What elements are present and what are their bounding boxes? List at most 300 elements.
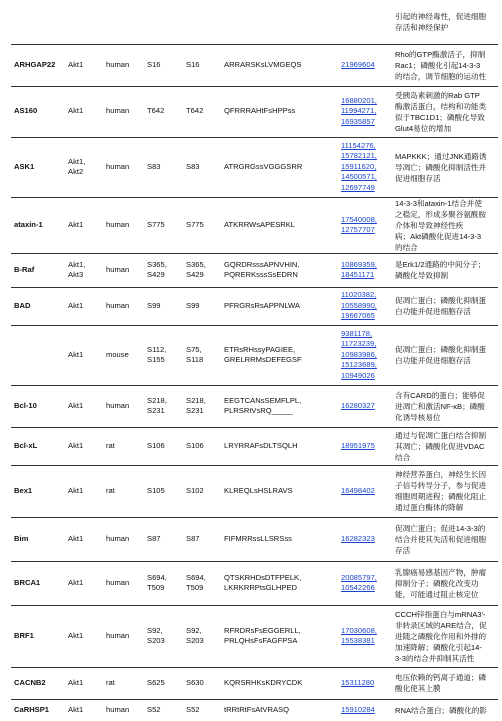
- sequence-cell-line: PLRSRtVsRQ_____: [224, 406, 293, 415]
- sequence-cell-line: GRELRRMsDEFEGSF: [224, 355, 302, 364]
- function-cell-line: RNA结合蛋白；磷酸化的影: [395, 705, 487, 715]
- pubmed-cell-line[interactable]: 15538381: [341, 636, 375, 645]
- kinase-cell: [65, 427, 103, 465]
- kinase-cell-line: Akt1: [68, 705, 84, 715]
- site-cell: [144, 465, 183, 517]
- pubmed-cell-line[interactable]: 18951975: [341, 440, 375, 450]
- function-cell: [392, 605, 498, 667]
- sequence-cell: [221, 427, 338, 465]
- sequence-cell-line: KQRSRHKsKDRYCDK: [224, 677, 303, 687]
- kinase-cell-line: Akt1: [68, 485, 84, 495]
- sequence-cell: [221, 667, 338, 699]
- sequence-cell-line: KLREQLsHSLRAVS: [224, 485, 293, 495]
- ortholog-site-cell-line: S118: [186, 355, 204, 364]
- ortholog-site-cell-line: S775: [186, 219, 204, 229]
- gene-cell: ataxin-1: [11, 197, 65, 253]
- pubmed-cell: [338, 197, 392, 253]
- function-cell-line: 非转录区域的ARE结合，促: [395, 620, 487, 630]
- sequence-cell-line: QTSKRHDsDTFPELK,: [224, 572, 302, 582]
- site-cell: [144, 325, 183, 385]
- site-cell-line: T642: [147, 106, 165, 116]
- pubmed-cell-line[interactable]: 10542266: [341, 583, 375, 592]
- function-cell-line: 抑制分子；磷酸化改变功: [395, 578, 479, 588]
- function-cell: [392, 667, 498, 699]
- table-row: [11, 325, 498, 385]
- kinase-cell-line: Akt1: [68, 400, 84, 410]
- pubmed-cell-line[interactable]: 11154276,: [341, 140, 376, 150]
- table-row: [11, 86, 498, 137]
- pubmed-cell-line[interactable]: 11994271,: [341, 106, 377, 116]
- sequence-cell: [221, 561, 338, 605]
- species-cell: human: [103, 385, 144, 427]
- function-cell-line: 促凋亡蛋白；磷酸化抑制蛋: [395, 296, 487, 305]
- table-body: [11, 0, 498, 721]
- function-cell-line: 结合: [395, 452, 411, 462]
- site-cell-line: S52: [147, 705, 161, 715]
- function-cell-line: Rac1；磷酸化引起14-3-3: [395, 60, 481, 70]
- sequence-cell: [221, 699, 338, 721]
- site-cell: [144, 561, 183, 605]
- kinase-cell: [65, 667, 103, 699]
- site-cell: [144, 0, 183, 44]
- function-cell-line: 存活和神经保护: [395, 22, 449, 32]
- function-cell-line: 酶激活蛋白，结构和功能类: [395, 101, 487, 111]
- gene-cell: CaRHSP1: [14, 705, 50, 715]
- ortholog-site-cell-line: S99: [186, 300, 200, 310]
- sequence-cell-line: tRRtRtFsAtVRASQ: [224, 705, 289, 715]
- pubmed-cell-line[interactable]: 15123689,: [341, 360, 377, 370]
- site-cell-line: S99: [147, 300, 161, 310]
- function-cell-line: 磷酸化导致抑制: [395, 271, 449, 280]
- site-cell-line: T509: [147, 583, 165, 592]
- sequence-cell: [221, 44, 338, 86]
- site-cell: [144, 287, 183, 325]
- sequence-cell-line: GQRDRsssAPNVHIN,: [224, 259, 300, 269]
- sequence-cell-line: ATRGRGssVGGGSRR: [224, 161, 303, 171]
- pubmed-cell-line[interactable]: 11723239,: [341, 339, 377, 349]
- ortholog-site-cell: [183, 605, 221, 667]
- site-cell-line: S429: [147, 270, 165, 279]
- sequence-cell: [221, 325, 338, 385]
- function-cell-line: Glut4易位的增加: [395, 123, 452, 133]
- kinase-cell-line: Akt1: [68, 677, 84, 687]
- kinase-cell-line: Akt1: [68, 349, 84, 359]
- species-cell: rat: [103, 465, 144, 517]
- pubmed-cell-line[interactable]: 11020382,: [341, 290, 377, 300]
- pubmed-cell-line[interactable]: 21969604: [341, 59, 375, 69]
- sequence-cell: [221, 385, 338, 427]
- site-cell-line: S155: [147, 355, 165, 364]
- species-cell: human: [106, 705, 130, 715]
- site-cell: [144, 137, 183, 197]
- ortholog-site-cell: [183, 0, 221, 44]
- function-cell: [392, 465, 498, 517]
- kinase-cell-line: Akt1: [68, 59, 84, 69]
- table-row: [11, 605, 498, 667]
- kinase-cell-line: Akt1: [68, 300, 84, 310]
- site-cell: [144, 517, 183, 561]
- site-cell: [144, 385, 183, 427]
- gene-cell: [11, 325, 65, 385]
- kinase-cell: [65, 0, 103, 44]
- pubmed-cell-line[interactable]: 16880201,: [341, 95, 377, 105]
- kinase-cell-line: Akt1: [68, 630, 84, 640]
- function-cell: [392, 699, 498, 721]
- function-cell-line: 的结合，调节细胞的运动性: [395, 71, 487, 81]
- site-cell-line: S625: [147, 677, 165, 687]
- kinase-cell: [65, 385, 103, 427]
- function-cell-line: 白功能并促进细胞存活: [395, 307, 471, 316]
- function-cell-line: 酸化使其上膜: [395, 684, 441, 693]
- kinase-cell: [65, 137, 103, 197]
- site-cell-line: S203: [147, 636, 165, 645]
- table-row: [11, 137, 498, 197]
- function-cell: [392, 197, 498, 253]
- ortholog-site-cell-line: S365,: [186, 259, 206, 269]
- function-cell-line: 通过蛋白酶体的降解: [395, 503, 464, 512]
- function-cell-line: CCCH锌指蛋白与mRNA3'-: [395, 609, 486, 619]
- ortholog-site-cell-line: S52: [186, 705, 200, 715]
- site-cell: [144, 427, 183, 465]
- species-cell: human: [103, 197, 144, 253]
- sequence-cell-line: EEGTCANsSEMFLPL,: [224, 395, 302, 405]
- ortholog-site-cell-line: S87: [186, 533, 200, 543]
- table-row: [11, 385, 498, 427]
- site-cell-line: S112,: [147, 344, 167, 354]
- table-row: [11, 517, 498, 561]
- ortholog-site-cell: [183, 667, 221, 699]
- pubmed-cell: [338, 0, 392, 44]
- site-cell: [144, 86, 183, 137]
- pubmed-cell-line[interactable]: 15910284: [341, 705, 375, 715]
- ortholog-site-cell: [183, 86, 221, 137]
- function-cell: [392, 427, 498, 465]
- function-cell-line: 之稳定，形成多聚谷氨酰胺: [395, 209, 487, 219]
- sequence-cell-line: ARRARSKsLVMGEQS: [224, 59, 302, 69]
- site-cell: [144, 699, 183, 721]
- site-cell-line: S231: [147, 406, 165, 415]
- site-cell-line: S92,: [147, 625, 163, 635]
- kinase-cell: [65, 44, 103, 86]
- pubmed-cell-line[interactable]: 17540008,: [341, 214, 377, 224]
- ortholog-site-cell: [183, 699, 221, 721]
- ortholog-site-cell-line: S83: [186, 161, 200, 171]
- gene-cell: CACNB2: [11, 667, 65, 699]
- kinase-cell: [65, 197, 103, 253]
- gene-cell: BRCA1: [11, 561, 65, 605]
- function-cell-line: 促进细胞存活: [395, 173, 441, 183]
- ortholog-site-cell: [183, 517, 221, 561]
- ortholog-site-cell: [183, 197, 221, 253]
- gene-cell: ASK1: [11, 137, 65, 197]
- sequence-cell: [221, 0, 338, 44]
- pubmed-cell: [338, 465, 392, 517]
- gene-cell: BRF1: [11, 605, 65, 667]
- table-row: [11, 287, 498, 325]
- ortholog-site-cell-line: S16: [186, 59, 200, 69]
- ortholog-site-cell-line: T509: [186, 583, 204, 592]
- function-cell: [392, 137, 498, 197]
- function-cell-line: 存活: [395, 545, 411, 555]
- pubmed-cell-line[interactable]: 15911620,: [341, 161, 377, 171]
- ortholog-site-cell: [183, 385, 221, 427]
- sequence-cell-line: RFRDRsFsEGGERLL,: [224, 625, 301, 635]
- function-cell-line: 14-3-3和ataxin-1结合并使: [395, 198, 482, 208]
- kinase-cell: [65, 287, 103, 325]
- sequence-cell-line: LKRKRRPtsGLHPED: [224, 583, 298, 592]
- sequence-cell-line: ATKRRWsAPESRKL: [224, 219, 296, 229]
- pubmed-cell: [338, 605, 392, 667]
- site-cell-line: S106: [147, 440, 165, 450]
- sequence-cell-line: PFRGRsRsAPPNLWA: [224, 300, 300, 310]
- pubmed-cell-line[interactable]: 10983986,: [341, 349, 377, 359]
- kinase-cell-line: Akt1,: [68, 259, 86, 269]
- pubmed-cell-line[interactable]: 16498402: [341, 485, 375, 495]
- kinase-cell: [65, 699, 103, 721]
- kinase-cell: [65, 253, 103, 287]
- document-page: [11, 0, 498, 721]
- pubmed-cell: [338, 517, 392, 561]
- pubmed-cell-line[interactable]: 15311280: [341, 677, 375, 687]
- pubmed-cell-line[interactable]: 15782121,: [341, 151, 377, 161]
- function-cell-line: 的结合: [395, 242, 418, 252]
- table-row: [11, 561, 498, 605]
- pubmed-cell-line[interactable]: 16282323: [341, 533, 375, 543]
- function-cell-line: 是Erk1/2通路的中间分子；: [395, 260, 486, 269]
- table-row: [11, 44, 498, 86]
- ortholog-site-cell: [183, 465, 221, 517]
- table-row: [11, 667, 498, 699]
- ortholog-site-cell: [183, 427, 221, 465]
- ortholog-site-cell: [183, 325, 221, 385]
- function-cell-line: 化诱导核易位: [395, 412, 441, 422]
- pubmed-cell-line[interactable]: 10949026: [341, 370, 375, 380]
- function-cell-line: 引起的神经毒性，促进细胞: [395, 11, 487, 21]
- site-cell-line: S16: [147, 59, 161, 69]
- gene-cell: Bcl-xL: [11, 427, 65, 465]
- sequence-cell: [221, 253, 338, 287]
- pubmed-cell-line[interactable]: 10869359,: [341, 259, 377, 269]
- function-cell-line: MAPKKK；通过JNK通路诱: [395, 151, 487, 161]
- sequence-cell: [221, 517, 338, 561]
- species-cell: rat: [103, 427, 144, 465]
- sequence-cell: [221, 605, 338, 667]
- table-row: [11, 699, 498, 721]
- function-cell-line: 白功能并促进细胞存活: [395, 356, 471, 365]
- function-cell-line: 通过与促凋亡蛋白结合抑制: [395, 430, 487, 440]
- function-cell: [392, 253, 498, 287]
- function-cell-line: 细胞周期进程；磷酸化阻止: [395, 492, 487, 501]
- site-cell-line: S365,: [147, 259, 167, 269]
- pubmed-cell-line[interactable]: 19667065: [341, 311, 375, 321]
- gene-cell: B-Raf: [11, 253, 65, 287]
- sequence-cell-line: QFRRRAHtFsHPPss: [224, 106, 296, 116]
- sequence-cell: [221, 287, 338, 325]
- ortholog-site-cell-line: S218,: [186, 395, 206, 405]
- ortholog-site-cell: [183, 561, 221, 605]
- species-cell: human: [103, 137, 144, 197]
- table-row: [11, 465, 498, 517]
- pubmed-cell: [338, 385, 392, 427]
- pubmed-cell: [338, 667, 392, 699]
- function-cell-line: 含有CARD的蛋白；能够促: [395, 390, 485, 400]
- species-cell: human: [103, 287, 144, 325]
- site-cell-line: S105: [147, 485, 165, 495]
- kinase-cell-line: Akt1: [68, 106, 84, 116]
- sequence-cell: [221, 137, 338, 197]
- kinase-cell-line: Akt1: [68, 219, 84, 229]
- function-cell-line: 3-3的结合并抑制其活性: [395, 653, 475, 663]
- ortholog-site-cell: [183, 44, 221, 86]
- kinase-cell-line: Akt3: [68, 270, 84, 279]
- sequence-cell-line: ETRsRHssyPAGIEE,: [224, 344, 296, 354]
- species-cell: mouse: [103, 325, 144, 385]
- ortholog-site-cell-line: S429: [186, 270, 204, 279]
- species-cell: human: [103, 253, 144, 287]
- sequence-cell: [221, 465, 338, 517]
- table-row: [11, 0, 498, 44]
- pubmed-cell-line[interactable]: 14500571,: [341, 172, 377, 182]
- substrate-table: [11, 0, 498, 721]
- gene-cell: Bcl-10: [11, 385, 65, 427]
- function-cell: [392, 0, 498, 44]
- species-cell: human: [103, 517, 144, 561]
- site-cell: [144, 605, 183, 667]
- site-cell-line: S83: [147, 161, 161, 171]
- function-cell: [392, 561, 498, 605]
- pubmed-cell: [338, 699, 392, 721]
- pubmed-cell: [338, 427, 392, 465]
- kinase-cell: [65, 325, 103, 385]
- function-cell-line: Rho的GTP酶激活子，抑制: [395, 49, 486, 59]
- site-cell: [144, 44, 183, 86]
- kinase-cell: [65, 465, 103, 517]
- species-cell: human: [103, 605, 144, 667]
- table-row: [11, 253, 498, 287]
- function-cell-line: 促凋亡蛋白；促进14-3-3的: [395, 523, 486, 533]
- kinase-cell-line: Akt1,: [68, 156, 86, 166]
- species-cell: rat: [103, 667, 144, 699]
- site-cell-line: S775: [147, 219, 165, 229]
- pubmed-cell-line[interactable]: 12757707: [341, 225, 375, 234]
- sequence-cell-line: FIFMRRssLLSRSss: [224, 533, 292, 543]
- function-cell: [392, 325, 498, 385]
- ortholog-site-cell-line: T642: [186, 106, 204, 116]
- sequence-cell-line: PQRERKsssSsEDRN: [224, 270, 298, 279]
- site-cell: [144, 197, 183, 253]
- pubmed-cell-line[interactable]: 16280327: [341, 400, 375, 410]
- ortholog-site-cell-line: S694,: [186, 572, 206, 582]
- pubmed-cell-line[interactable]: 17030608,: [341, 625, 377, 635]
- ortholog-site-cell: [183, 137, 221, 197]
- ortholog-site-cell-line: S203: [186, 636, 204, 645]
- site-cell: [144, 253, 183, 287]
- site-cell-line: S87: [147, 533, 161, 543]
- function-cell-line: 进凋亡和激活NF-κB；磷酸: [395, 401, 485, 411]
- ortholog-site-cell-line: S231: [186, 406, 204, 415]
- sequence-cell-line: LRYRRAFsDLTSQLH: [224, 440, 298, 450]
- ortholog-site-cell-line: S75,: [186, 344, 202, 354]
- function-cell-line: 神经营养蛋白，神经生长因: [395, 470, 487, 479]
- pubmed-cell: [338, 325, 392, 385]
- table-row: [11, 197, 498, 253]
- kinase-cell: [65, 86, 103, 137]
- function-cell: [392, 287, 498, 325]
- kinase-cell-line: Akt2: [68, 167, 84, 176]
- kinase-cell: [65, 605, 103, 667]
- function-cell-line: 进随之磷酸化作用和外排的: [395, 631, 487, 641]
- function-cell-line: 导凋亡；磷酸化抑制活性并: [395, 162, 487, 172]
- species-cell: [103, 0, 144, 44]
- function-cell-line: 乳腺癌易感基因产物，肿瘤: [395, 567, 487, 577]
- function-cell-line: 促凋亡蛋白；磷酸化抑制蛋: [395, 345, 487, 354]
- kinase-cell-line: Akt1: [68, 440, 84, 450]
- function-cell-line: 似于TBC1D1；磷酸化导致: [395, 112, 485, 122]
- function-cell-line: 病；Akt磷酸化促进14-3-3: [395, 231, 482, 241]
- gene-cell: BAD: [11, 287, 65, 325]
- gene-cell: ARHGAP22: [11, 44, 65, 86]
- kinase-cell-line: Akt1: [68, 577, 84, 587]
- function-cell-line: 介体和导致神经性疾: [395, 220, 464, 230]
- function-cell-line: 受胰岛素刺激的Rab GTP: [395, 90, 480, 100]
- sequence-cell-line: PRLQHsFsFAGFPSA: [224, 636, 298, 645]
- gene-cell: AS160: [11, 86, 65, 137]
- pubmed-cell-line[interactable]: 16935857: [341, 116, 375, 126]
- pubmed-cell: [338, 44, 392, 86]
- pubmed-cell: [338, 86, 392, 137]
- species-cell: human: [103, 44, 144, 86]
- function-cell: [392, 44, 498, 86]
- pubmed-cell: [338, 287, 392, 325]
- function-cell: [392, 385, 498, 427]
- ortholog-site-cell-line: S102: [186, 485, 204, 495]
- function-cell: [392, 86, 498, 137]
- pubmed-cell-line[interactable]: 9381178,: [341, 328, 373, 338]
- table-row: [11, 427, 498, 465]
- ortholog-site-cell: [183, 287, 221, 325]
- pubmed-cell: [338, 253, 392, 287]
- ortholog-site-cell-line: S92,: [186, 625, 202, 635]
- gene-cell: [11, 0, 65, 44]
- function-cell: [392, 517, 498, 561]
- function-cell-line: 能，可能通过阻止核定位: [395, 589, 479, 599]
- function-cell-line: 结合并使其失活和促进细胞: [395, 534, 487, 544]
- kinase-cell: [65, 561, 103, 605]
- ortholog-site-cell: [183, 253, 221, 287]
- species-cell: human: [103, 86, 144, 137]
- ortholog-site-cell-line: S106: [186, 440, 204, 450]
- pubmed-cell: [338, 137, 392, 197]
- function-cell-line: 加速降解；磷酸化引起14-: [395, 642, 482, 652]
- function-cell-line: 电压依赖的钙离子通道；磷: [395, 673, 487, 682]
- sequence-cell: [221, 197, 338, 253]
- pubmed-cell-line[interactable]: 10558990,: [341, 300, 377, 310]
- site-cell: [144, 667, 183, 699]
- site-cell-line: S694,: [147, 572, 167, 582]
- pubmed-cell-line[interactable]: 12697749: [341, 182, 375, 192]
- species-cell: human: [103, 561, 144, 605]
- gene-cell: Bim: [11, 517, 65, 561]
- kinase-cell: [65, 517, 103, 561]
- ortholog-site-cell-line: S630: [186, 677, 204, 687]
- kinase-cell-line: Akt1: [68, 533, 84, 543]
- pubmed-cell-line[interactable]: 18451171: [341, 270, 375, 279]
- pubmed-cell-line[interactable]: 20085797,: [341, 572, 377, 582]
- sequence-cell: [221, 86, 338, 137]
- function-cell-line: 其凋亡；磷酸化促进VDAC: [395, 441, 485, 451]
- gene-cell: Bex1: [11, 465, 65, 517]
- pubmed-cell: [338, 561, 392, 605]
